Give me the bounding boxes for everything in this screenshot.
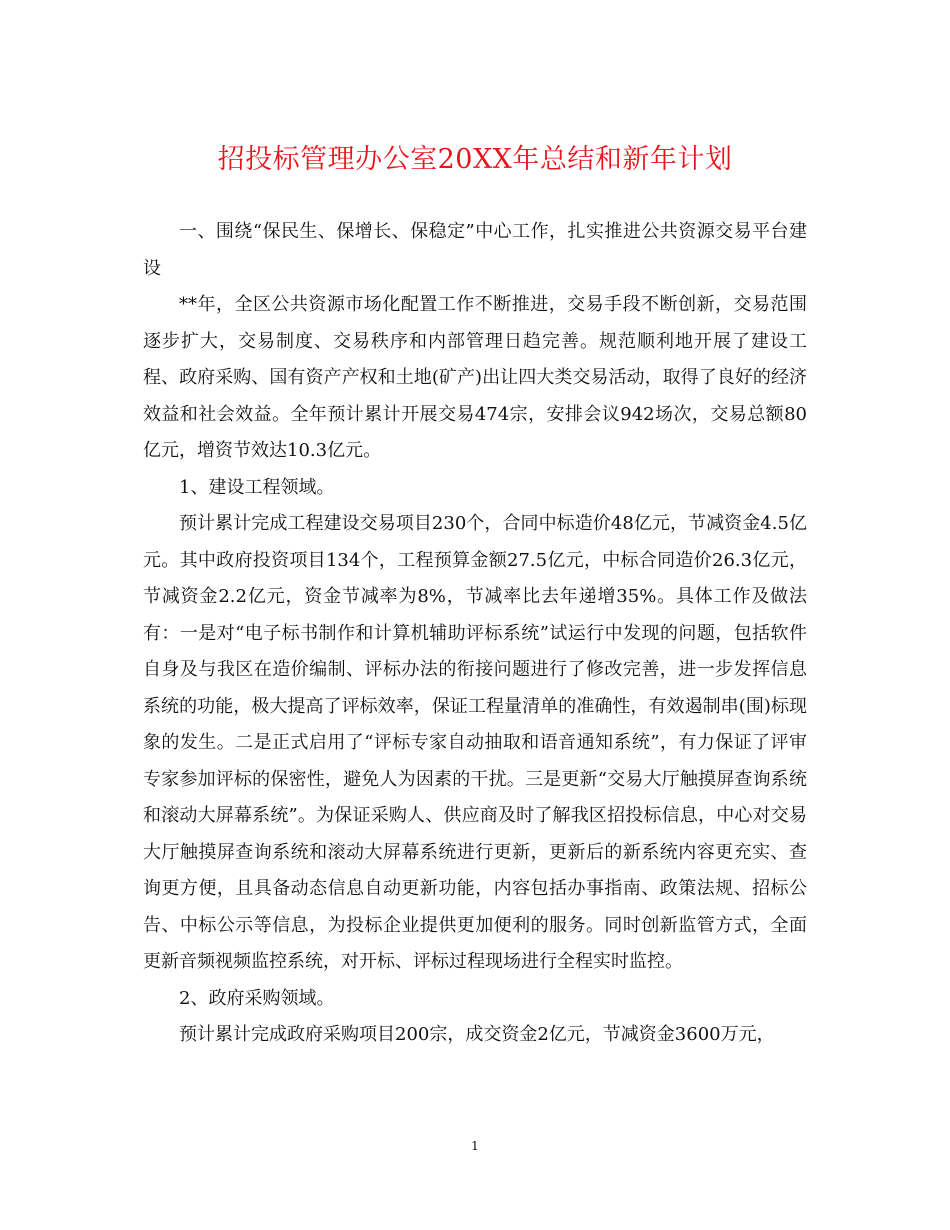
subsection-heading-procurement: 2、政府采购领域。 xyxy=(179,987,335,1009)
body-paragraph: 预计累计完成政府采购项目200宗，成交资金2亿元，节减资金3600万元， xyxy=(179,1024,775,1045)
body-paragraph: 预计累计完成工程建设交易项目230个，合同中标造价48亿元，节减资金4.5亿元。其中政府投资项目134个，工程预算金额27.5亿元，中标合同造价26.3亿元，节减资金2.2亿元，资金节减率为8%，节减率比去年递增35%。具体工作及做法有：一是对“电子标书制作和计算机辅助评标系统”试运行中发现的问题，包括软件自身及与我区在造价编制、评标办法的衔接问题进行了修改完善，进一步发挥信息系统的功能，极大提高了评标效率，保证工程量清单的准确性，有效遏制串(围)标现象的发生。二是正式启用了“评标专家自动抽取和语音通知系统”，有力保证了评审专家参加评标的保密性，避免人为因素的干扰。三是更新“交易大厅触摸屏查询系统和滚动大屏幕系统”。为保证采购人、供应商及时了解我区招投标信息，中心对交易大厅触摸屏查询系统和滚动大屏幕系统进行更新，更新后的新系统内容更充实、查询更方便，且具备动态信息自动更新功能，内容包括办事指南、政策法规、招标公告、中标公示等信息，为投标企业提供更加便利的服务。同时创新监管方式，全面更新音频视频监控系统，对开标、评标过程现场进行全程实时监控。 xyxy=(143,513,807,972)
document-title: 招投标管理办公室20XX年总结和新年计划 xyxy=(217,144,733,175)
subsection-heading-construction: 1、建设工程领域。 xyxy=(179,476,335,498)
document-body xyxy=(143,214,807,1054)
body-paragraph: **年，全区公共资源市场化配置工作不断推进，交易手段不断创新，交易范围逐步扩大，交易制度、交易秩序和内部管理日趋完善。规范顺利地开展了建设工程、政府采购、国有资产产权和土地(矿产)出让四大类交易活动，取得了良好的经济效益和社会效益。全年预计累计开展交易474宗，安排会议942场次，交易总额80亿元，增资节效达10.3亿元。 xyxy=(143,294,807,461)
section-heading-1: 一、围绕“保民生、保增长、保稳定”中心工作，扎实推进公共资源交易平台建设 xyxy=(143,221,807,279)
page-number: 1 xyxy=(471,1139,479,1153)
